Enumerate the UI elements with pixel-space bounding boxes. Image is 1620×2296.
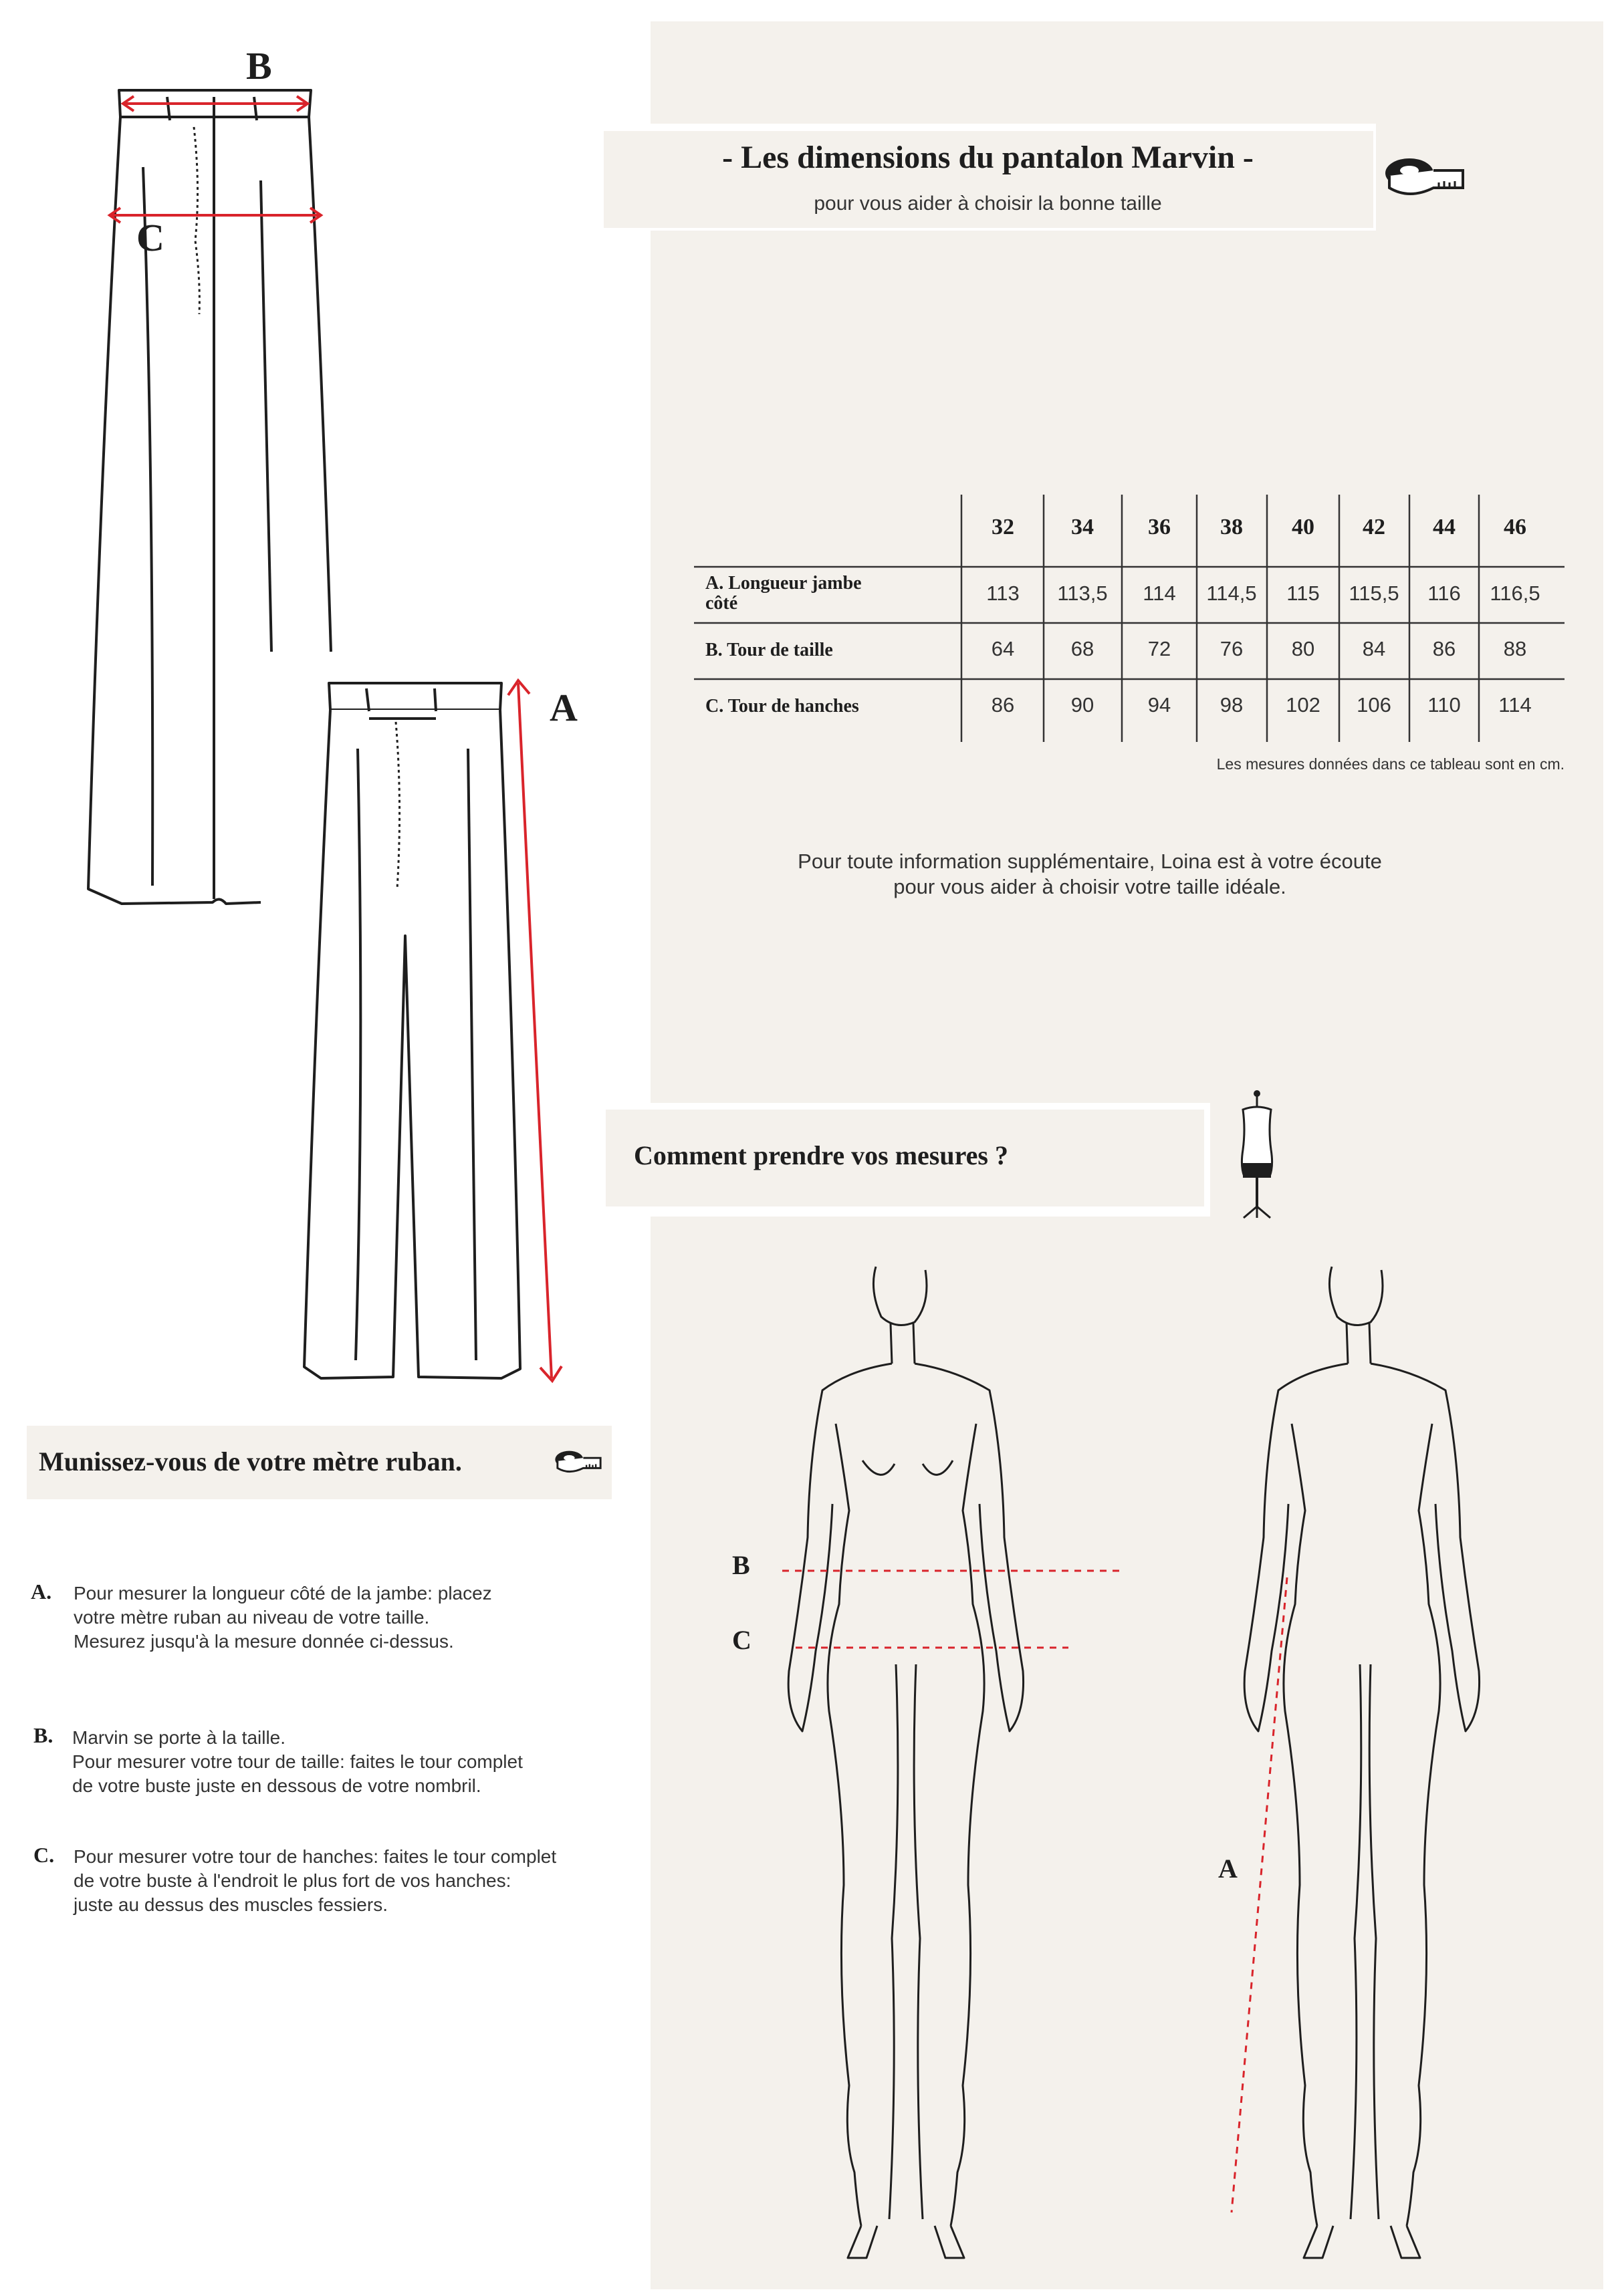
page-title: - Les dimensions du pantalon Marvin - (722, 140, 1254, 175)
size-table-cell: 88 (1503, 637, 1527, 660)
size-table-cell: 80 (1291, 637, 1315, 660)
size-table-cell: 115 (1286, 582, 1320, 605)
instruction-letter-b: B. (33, 1723, 53, 1747)
instruction-line: de votre buste à l'endroit le plus fort de vos hanches: (74, 1870, 511, 1891)
page-subtitle: pour vous aider à choisir la bonne taille (814, 193, 1162, 215)
figure-label-b: B (732, 1550, 750, 1580)
instruction-letter-c: C. (33, 1843, 55, 1867)
size-table-cell: 64 (991, 637, 1015, 660)
size-table-cell: 106 (1357, 693, 1391, 717)
figure-label-a: A (1218, 1854, 1238, 1884)
size-table-cell: 113,5 (1057, 582, 1108, 605)
size-table-cell: 114,5 (1206, 582, 1257, 605)
pants-label-a: A (550, 686, 578, 729)
size-table-cell: 102 (1286, 693, 1320, 717)
size-table-cell: 86 (991, 693, 1015, 717)
size-header-cell: 44 (1433, 515, 1456, 539)
size-row-label-line: B. Tour de taille (705, 640, 833, 660)
size-table-cell: 114 (1498, 693, 1532, 717)
size-row-label-line: côté (705, 593, 738, 614)
instruction-line: Mesurez jusqu'à la mesure donnée ci-dessus. (74, 1631, 454, 1652)
size-table-cell: 116,5 (1490, 582, 1540, 605)
size-table-cell: 114 (1143, 582, 1176, 605)
size-header-cell: 32 (992, 515, 1014, 539)
tape-reminder-title: Munissez-vous de votre mètre ruban. (39, 1446, 462, 1477)
contact-info-line: Pour toute information supplémentaire, Loina est à votre écoute (798, 850, 1382, 873)
pants-label-c: C (136, 216, 164, 259)
size-table-cell: 90 (1070, 693, 1094, 717)
size-table-cell: 116 (1427, 582, 1461, 605)
size-table-cell: 86 (1432, 637, 1456, 660)
size-header-cell: 40 (1292, 515, 1314, 539)
size-table-cell: 68 (1070, 637, 1094, 660)
instruction-line: Pour mesurer votre tour de hanches: faites le tour complet (74, 1846, 557, 1867)
instruction-line: votre mètre ruban au niveau de votre taille. (74, 1607, 430, 1628)
how-to-title: Comment prendre vos mesures ? (634, 1140, 1008, 1170)
instruction-line: de votre buste juste en dessous de votre nombril. (72, 1775, 481, 1796)
size-table-cell: 76 (1220, 637, 1244, 660)
size-table-cell: 72 (1147, 637, 1171, 660)
instruction-line: Marvin se porte à la taille. (72, 1727, 286, 1748)
size-table-cell: 115,5 (1349, 582, 1399, 605)
size-header-cell: 42 (1363, 515, 1385, 539)
instruction-line: juste au dessus des muscles fessiers. (74, 1894, 388, 1915)
size-table-cell: 98 (1220, 693, 1244, 717)
size-header-cell: 38 (1220, 515, 1243, 539)
contact-info-line: pour vous aider à choisir votre taille idéale. (893, 875, 1286, 898)
size-row-label-line: C. Tour de hanches (705, 696, 859, 717)
size-table-cell: 84 (1362, 637, 1386, 660)
instruction-line: Pour mesurer la longueur côté de la jambe: placez (74, 1583, 492, 1604)
size-row-label-line: A. Longueur jambe (705, 573, 862, 594)
figure-label-c: C (732, 1625, 751, 1655)
table-unit-note: Les mesures données dans ce tableau sont en cm. (1216, 755, 1565, 773)
size-header-cell: 34 (1071, 515, 1094, 539)
pants-label-b: B (246, 44, 272, 88)
size-table-cell: 94 (1147, 693, 1171, 717)
instruction-letter-a: A. (31, 1579, 52, 1604)
instruction-line: Pour mesurer votre tour de taille: faites le tour complet (72, 1751, 523, 1772)
size-header-cell: 46 (1504, 515, 1526, 539)
size-table-cell: 110 (1427, 693, 1461, 717)
size-table-cell: 113 (986, 582, 1020, 605)
size-header-cell: 36 (1148, 515, 1171, 539)
